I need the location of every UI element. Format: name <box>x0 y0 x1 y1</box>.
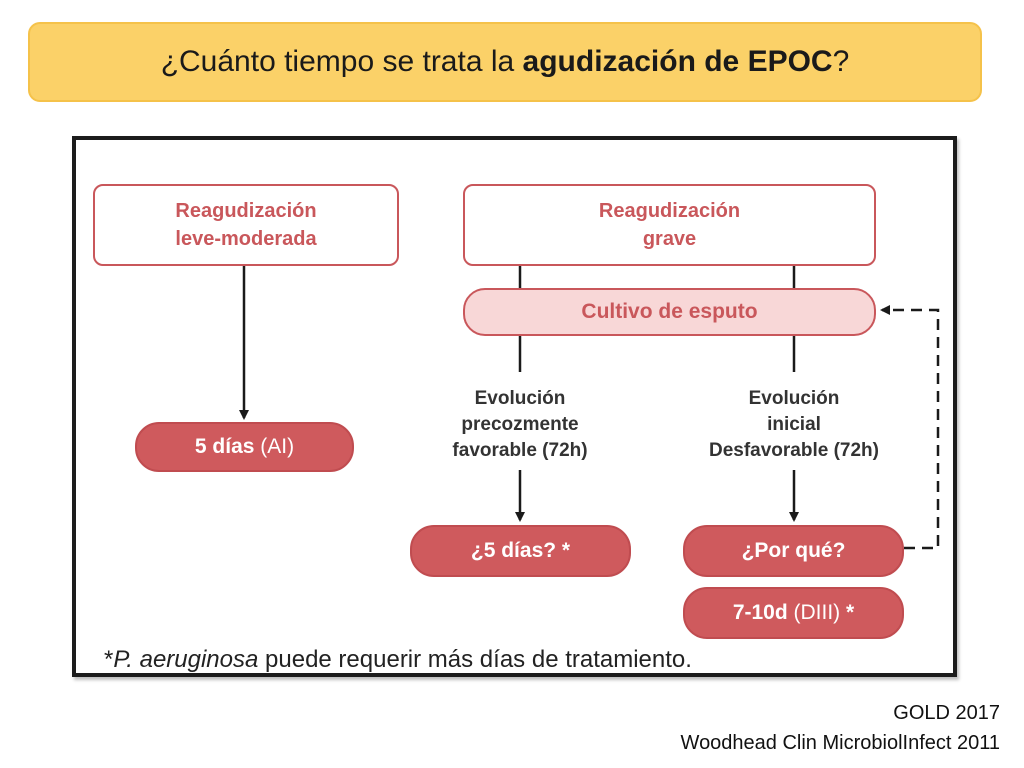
unfavorable-line3: Desfavorable (72h) <box>708 440 879 461</box>
mild-box-line2: leve-moderada <box>175 228 317 250</box>
mild-result-normal: (AI) <box>254 435 295 458</box>
footnote-italic: P. aeruginosa <box>113 646 259 673</box>
favorable-result-pill <box>410 525 631 577</box>
culture-label: Cultivo de esputo <box>581 300 758 323</box>
unfavorable-line1: Evolución <box>748 388 840 409</box>
severe-box-line2: grave <box>642 228 697 250</box>
flowchart-frame <box>72 136 957 677</box>
mild-result-pill <box>135 422 354 472</box>
unfavorable-evolution-label <box>674 386 914 464</box>
favorable-line2: precozmente <box>461 414 579 435</box>
favorable-result-text: ¿5 días? * <box>470 539 571 562</box>
favorable-line3: favorable (72h) <box>452 440 588 461</box>
why-pill <box>683 525 904 577</box>
favorable-evolution-label <box>420 386 620 464</box>
mild-box-line1: Reagudización <box>175 200 317 222</box>
sputum-culture-box <box>463 288 876 336</box>
slide-title <box>28 22 982 102</box>
unfavorable-result-normal: (DIII) <box>787 601 846 624</box>
source-woodhead: Woodhead Clin MicrobiolInfect 2011 <box>680 732 1000 754</box>
title-suffix: ? <box>832 45 850 78</box>
title-bold: agudización de EPOC <box>522 45 833 78</box>
footnote-star: * <box>104 646 114 673</box>
footnote <box>104 646 692 674</box>
unfavorable-line2: inicial <box>767 414 821 435</box>
unfavorable-result-star: * <box>846 601 855 624</box>
mild-moderate-box <box>93 184 399 266</box>
why-text: ¿Por qué? <box>741 539 846 562</box>
unfavorable-result-pill <box>683 587 904 639</box>
severe-box-line1: Reagudización <box>598 200 741 222</box>
severe-box <box>463 184 876 266</box>
mild-result-bold: 5 días <box>194 435 255 458</box>
unfavorable-result-bold: 7-10d <box>732 601 788 624</box>
footnote-rest: puede requerir más días de tratamiento. <box>258 646 692 673</box>
favorable-line1: Evolución <box>474 388 566 409</box>
title-prefix: ¿Cuánto tiempo se trata la <box>160 45 523 78</box>
source-gold: GOLD 2017 <box>893 702 1000 724</box>
